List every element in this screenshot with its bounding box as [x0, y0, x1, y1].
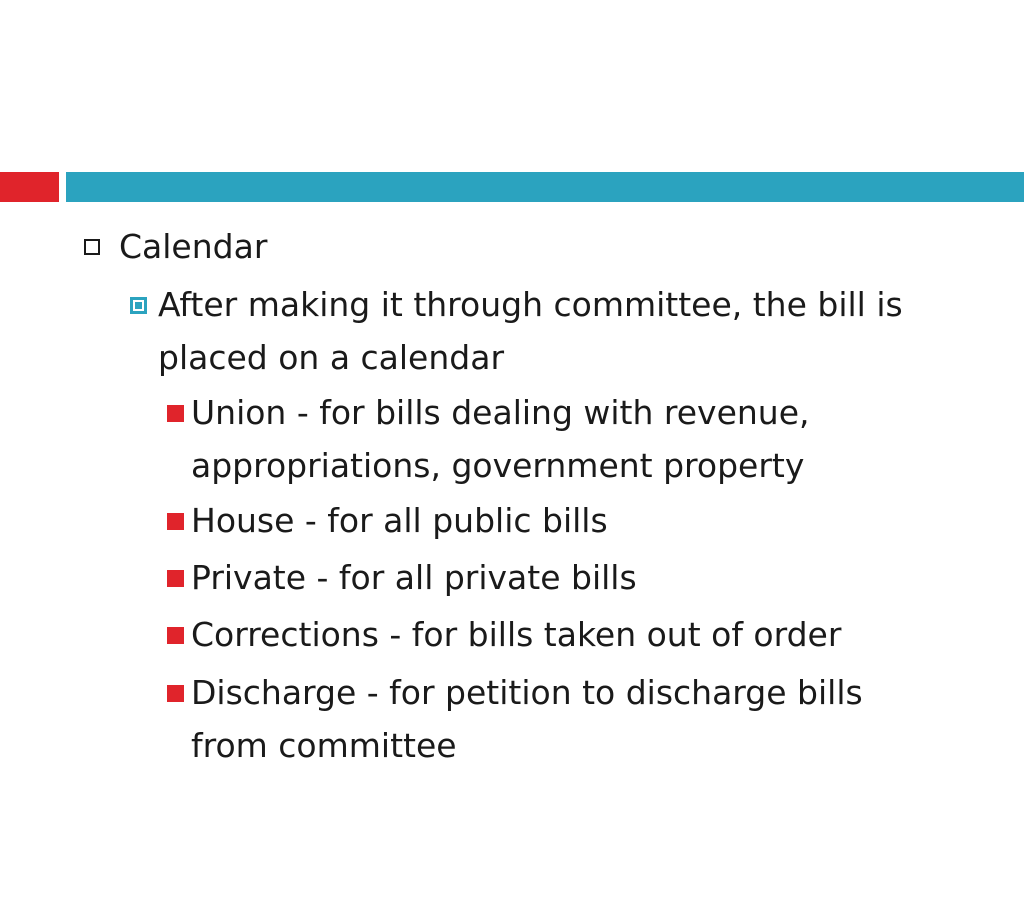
bullet-text: Private - for all private bills: [191, 558, 637, 597]
filled-square-bullet-icon: [167, 570, 184, 587]
hollow-square-bullet-icon: [84, 239, 100, 255]
bullet-text-line: Union - for bills dealing with revenue,: [191, 393, 810, 432]
filled-square-bullet-icon: [167, 513, 184, 530]
filled-square-bullet-icon: [167, 685, 184, 702]
bullet-corrections: [191, 608, 841, 661]
bullet-text: Calendar: [119, 227, 268, 266]
bullet-text-line: After making it through committee, the bill is: [158, 285, 903, 324]
bullet-calendar: [119, 220, 267, 273]
bullet-union: [191, 386, 810, 492]
filled-square-bullet-icon: [167, 405, 184, 422]
bullet-private: [191, 551, 637, 604]
bullet-text-line: placed on a calendar: [158, 338, 505, 377]
bullet-text: House - for all public bills: [191, 501, 608, 540]
bullet-text-line: appropriations, government property: [191, 446, 805, 485]
bullet-text-line: from committee: [191, 726, 457, 765]
framed-square-bullet-icon: [130, 297, 147, 314]
filled-square-bullet-icon: [167, 627, 184, 644]
bullet-text: Corrections - for bills taken out of order: [191, 615, 842, 654]
bullet-house: [191, 494, 608, 547]
bullet-discharge: [191, 666, 863, 772]
bullet-after-committee: [158, 278, 903, 384]
bullet-text-line: Discharge - for petition to discharge bills: [191, 673, 863, 712]
